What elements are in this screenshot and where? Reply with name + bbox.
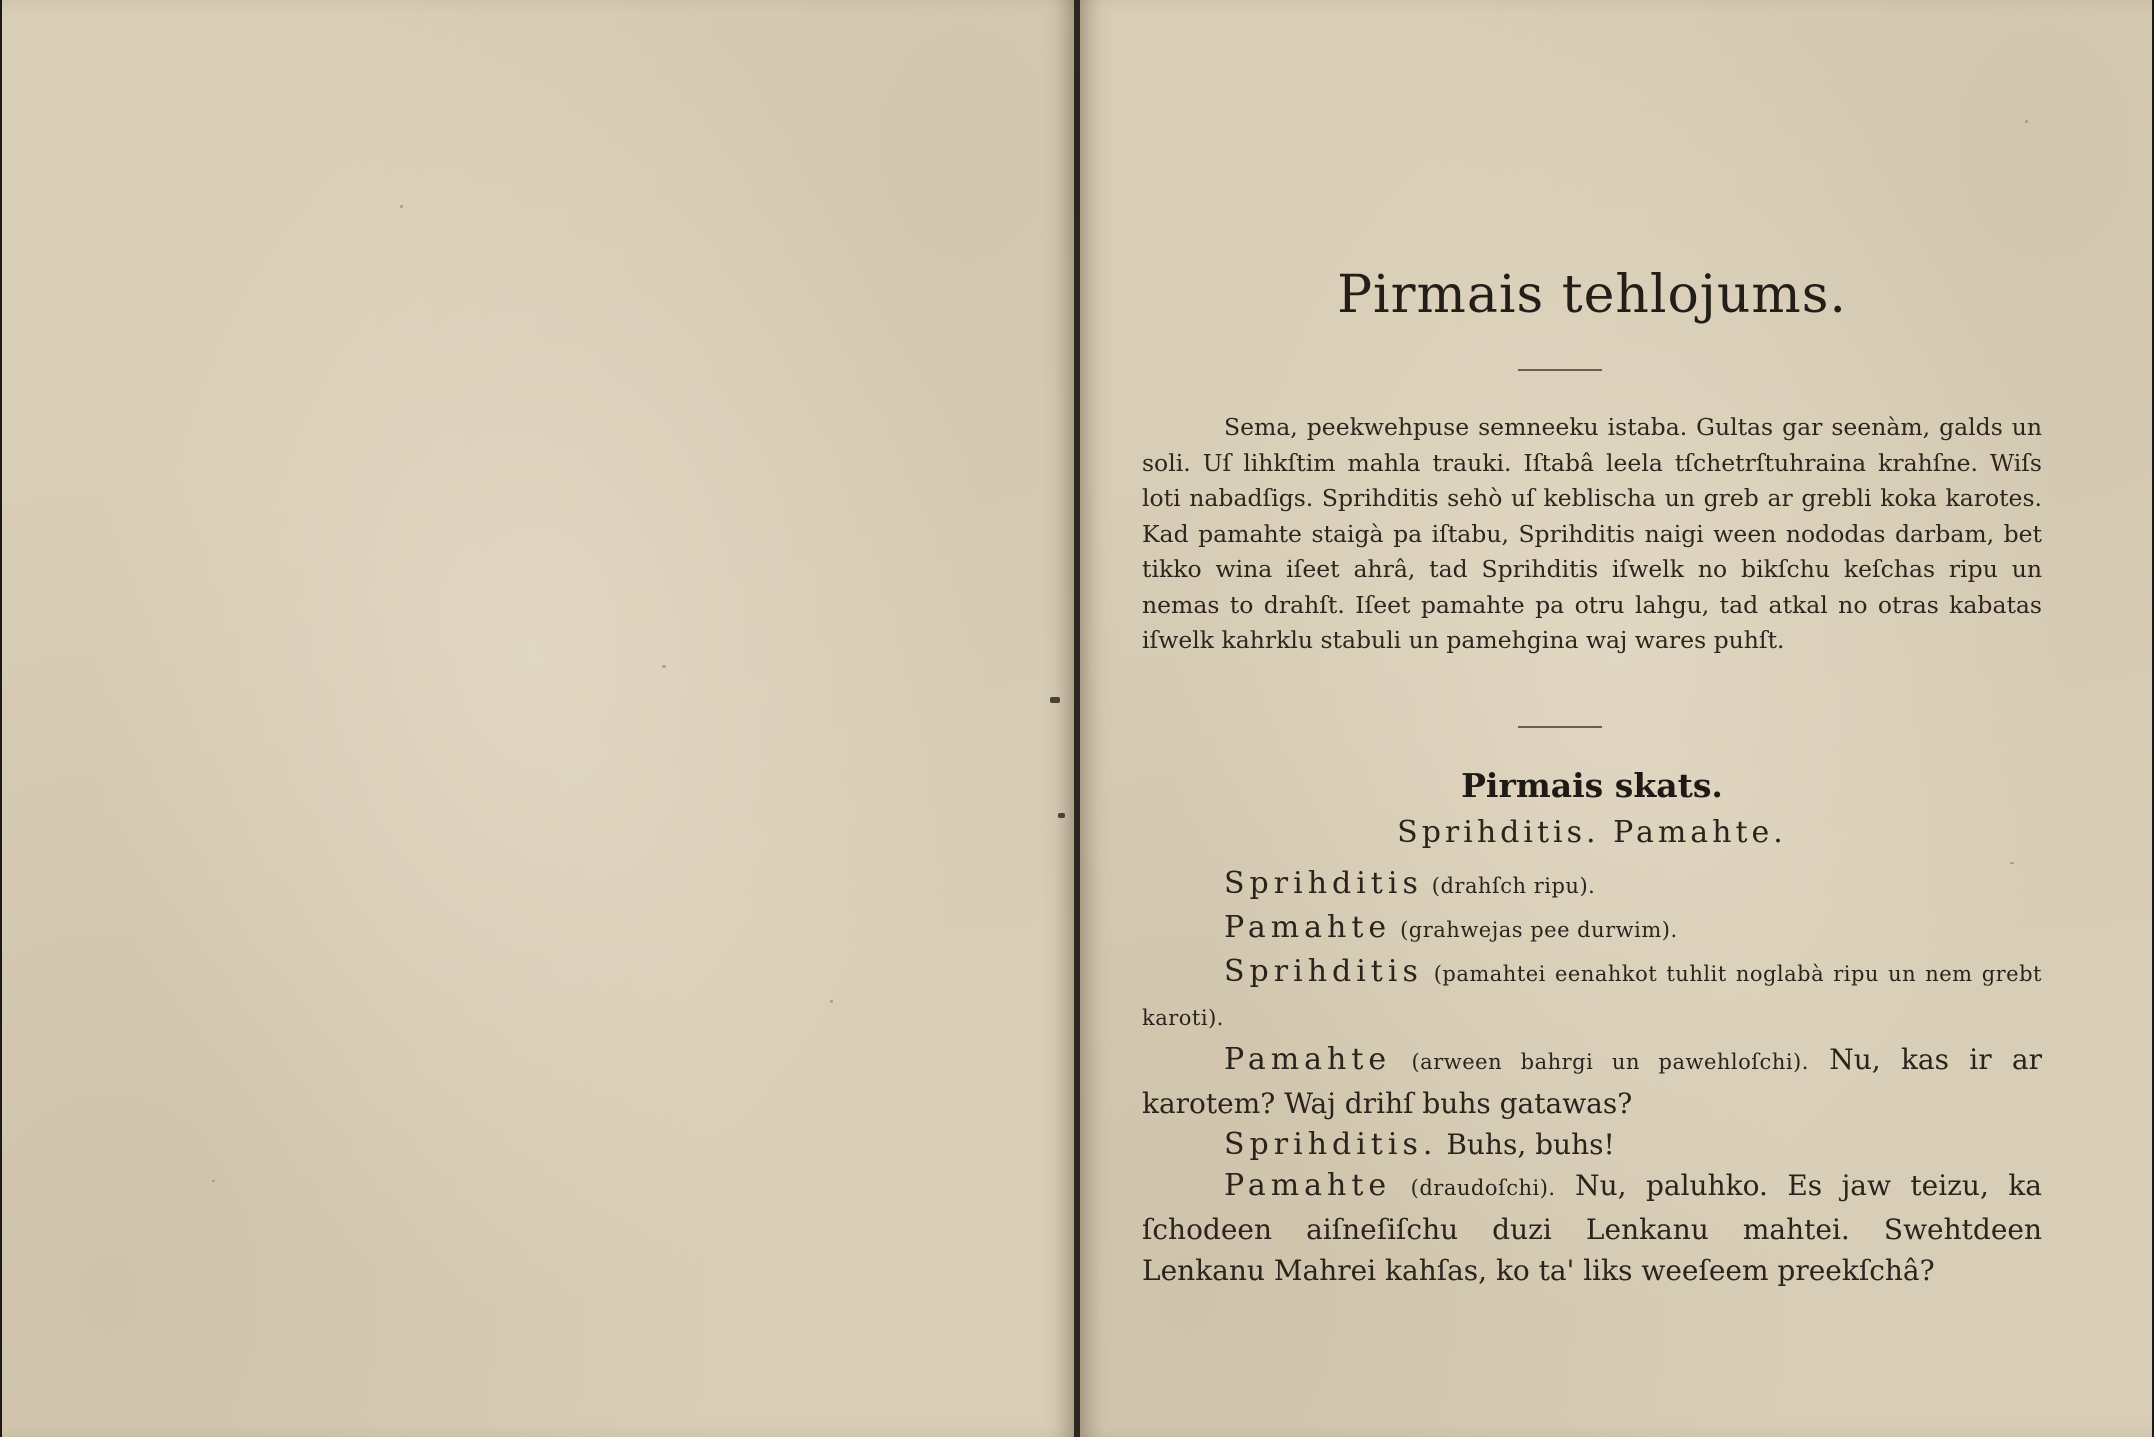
stage-direction: Sema, peekwehpuse semneeku istaba. Gultas gar seenàm, galds un soli. Uſ lihkſtim mahla trauki. Iſtabâ leela tſchetrſtuhraina krahſne. Wiſs loti nabadſigs. Sprihditis sehò uſ keblischa un greb ar grebli koka karotes. Kad pamahte staigà pa iſtabu, Sprihditis naigi ween nododas darbam, bet tikko wina iſeet ahrâ, tad Sprihditis iſwelk no bikſchu keſchas ripu un nemas to drahſt. Iſeet pamahte pa otru lahgu, tad atkal no otras kabatas iſwelk kahrklu stabuli un pamehgina waj wares puhſt. <box>1142 413 2042 654</box>
right-page <box>1080 0 2152 1437</box>
binding-thread <box>1050 697 1060 703</box>
divider-rule <box>1518 726 1602 728</box>
speaker-name: Sprihditis <box>1224 954 1423 989</box>
act-title: Pirmais tehlojums. <box>1337 265 1847 325</box>
dialogue-line <box>1142 1165 2042 1291</box>
dialogue-line <box>1142 1124 2042 1165</box>
dialogue-line <box>1142 863 2042 907</box>
dialogue-line <box>1142 907 2042 951</box>
speech-direction: (arween bahrgi un pawehloſchi). <box>1411 1050 1809 1074</box>
paper-speck <box>212 1180 215 1182</box>
paper-speck <box>662 665 666 668</box>
speaker-name: Pamahte <box>1224 910 1392 945</box>
dialogue-line <box>1142 951 2042 1039</box>
paper-speck <box>830 1000 833 1003</box>
speech-text: Nu, kas ir ar karotem? Waj drihſ buhs gatawas? <box>1142 1043 2042 1120</box>
speech-direction: (drahſch ripu). <box>1431 874 1596 898</box>
left-page <box>2 0 1074 1437</box>
speech-direction: (pamahtei eenahkot tuhlit noglabà ripu un nem grebt karoti). <box>1142 962 2042 1030</box>
speaker-name: Pamahte <box>1224 1168 1392 1203</box>
paper-speck <box>400 205 403 208</box>
speaker-name: Sprihditis. <box>1224 1127 1438 1162</box>
character-list: Sprihditis. Pamahte. <box>1397 815 1787 850</box>
speaker-name: Sprihditis <box>1224 866 1423 901</box>
scene-title: Pirmais skats. <box>1461 766 1723 805</box>
dialogue-line <box>1142 1039 2042 1124</box>
speaker-name: Pamahte <box>1224 1042 1392 1077</box>
divider-rule <box>1518 369 1602 371</box>
speech-direction: (draudoſchi). <box>1410 1176 1556 1200</box>
speech-text: Nu, paluhko. Es jaw teizu, ka ſchodeen aiſneſiſchu duzi Lenkanu mahtei. Swehtdeen Lenkanu Mahrei kahſas, ko ta' liks weeſeem preekſchâ? <box>1142 1169 2042 1287</box>
paper-speck <box>2010 862 2014 864</box>
speech-direction: (grahwejas pee durwim). <box>1400 918 1678 942</box>
binding-thread <box>1058 813 1065 818</box>
speech-text: Buhs, buhs! <box>1446 1128 1615 1161</box>
paper-speck <box>2025 120 2028 123</box>
dialogue <box>1142 863 2042 1291</box>
